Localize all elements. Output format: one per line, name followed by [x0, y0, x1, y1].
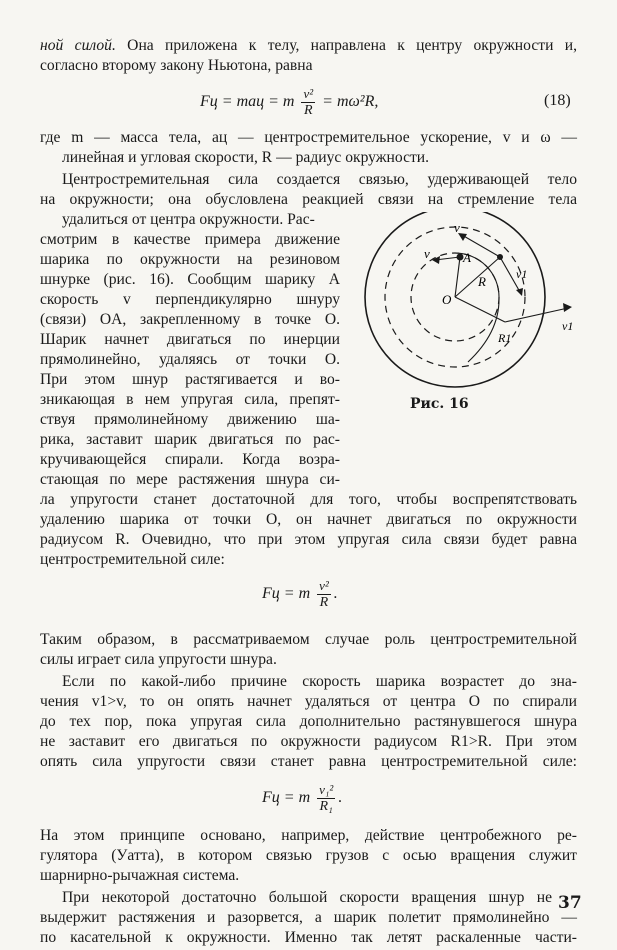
formula-text: Fц = m	[262, 585, 311, 603]
formula-18	[200, 86, 378, 119]
formula-3: Fц = m $\frac{\text{v₁²}}{\text{R₁}}$ .	[262, 782, 343, 814]
label-R1: R1	[498, 331, 512, 345]
arrow-head	[563, 303, 572, 312]
text-line: на окружности; она обусловлена реакцией связи на стремление тела	[40, 191, 577, 208]
formula-text: Fц = maц = m	[200, 93, 295, 111]
figure-16	[340, 212, 590, 397]
text-line: выдержит растяжения и разорвется, а шарик полетит прямолинейно —	[40, 909, 577, 926]
formula-2: Fц = m $\frac{\text{v²}}{R}$ .	[262, 578, 338, 610]
text-line: рика, заставит шарик двигаться по рас-	[40, 431, 340, 448]
text-line: При этом шнур растягивается и во-	[40, 371, 340, 388]
text-line: зникающая в нем упругая сила, препят-	[40, 391, 340, 408]
text-line: удалиться от центра окружности. Рас-	[62, 211, 315, 228]
text-line: стающая по мере растяжения шнура си-	[40, 471, 340, 488]
equation-number: (18)	[544, 92, 571, 109]
text-line: смотрим в качестве примера движение	[40, 231, 340, 248]
fraction: $\frac{\text{v²}}{R}$	[319, 578, 329, 610]
arrow-head	[516, 288, 523, 296]
text-line: где m — масса тела, aц — центростремительное ускорение, v и ω —	[40, 129, 577, 146]
text-line: гулятора (Уатта), в котором связью грузов с осью вращения служит	[40, 847, 577, 864]
text-line: центростремительной силе:	[40, 551, 225, 568]
text-line: прямолинейно, удаляясь от точки O.	[40, 351, 340, 368]
text-line: (связи) OA, закрепленному в точке O.	[40, 311, 340, 328]
text-line: опять сила упругости связи станет равна центростремительной силе:	[40, 753, 577, 770]
label-A: A	[463, 250, 471, 265]
text-line: радиусом R. Очевидно, что при этом упругая сила связи будет равна	[40, 531, 577, 548]
text-line: ной силой. Она приложена к телу, направлена к центру окружности и,	[40, 37, 577, 54]
text-line: чения v1>v, то он опять начнет удаляться от центра O по спирали	[40, 693, 577, 710]
text-line: кручивающейся спирали. Когда возра-	[40, 451, 340, 468]
text-line: удалению шарика от точки O, он начнет двигаться по окружности	[40, 511, 577, 528]
text-line: шарнирно-рычажная система.	[40, 867, 240, 884]
radius-OA	[455, 257, 460, 297]
label-v-top: v	[454, 220, 460, 235]
label-R: R	[478, 274, 486, 289]
label-v1-tangent: v1	[562, 319, 574, 333]
text-line: Таким образом, в рассматриваемом случае роль центростремительной	[40, 631, 577, 648]
vector-v1-tangent	[505, 308, 568, 322]
text-line: При некоторой достаточно большой скорости вращения шнур не	[62, 889, 552, 906]
text-line: линейная и угловая скорости, R — радиус окружности.	[62, 149, 430, 166]
fraction: $\frac{\text{v₁²}}{\text{R₁}}$	[319, 782, 334, 814]
formula-text: = mω²R,	[322, 93, 379, 111]
text-line: шнурке (рис. 16). Сообщим шарику A	[40, 271, 340, 288]
text-line: до тех пор, пока упругая сила дополнительно растянувшегося шнура	[40, 713, 577, 730]
figure-caption: Рис. 16	[410, 396, 469, 412]
text-line: Если по какой-либо причине скорость шарика возрастет до зна-	[62, 673, 577, 690]
text-line: согласно второму закону Ньютона, равна	[40, 57, 313, 74]
text-line: не заставит его двигаться по окружности радиусом R1>R. При этом	[40, 733, 577, 750]
label-v-left: v	[424, 246, 430, 261]
page-number: 37	[558, 893, 582, 913]
label-v1: v1	[516, 267, 528, 281]
formula-text: Fц = m	[262, 789, 311, 807]
text-line: Центростремительная сила создается связью, удерживающей тело	[62, 171, 577, 188]
text-line: ла упругости станет достаточной для того, чтобы воспрепятствовать	[40, 491, 577, 508]
label-O: O	[442, 292, 452, 307]
text-line: ствуя прямолинейному движению ша-	[40, 411, 340, 428]
text-line: по касательной к окружности. Именно так летят раскаленные части-	[40, 929, 577, 946]
text-line: силы играет сила упругости шнура.	[40, 651, 277, 668]
text-line: скорость v перпендикулярно шнуру	[40, 291, 340, 308]
arrow-head	[432, 256, 440, 264]
text-line: шарика по окружности на резиновом	[40, 251, 340, 268]
ball	[497, 254, 503, 260]
fraction: $\frac{\text{v²}}{R}$	[303, 86, 314, 118]
text-line: Шарик начнет двигаться по инерции	[40, 331, 340, 348]
outer-wheel	[365, 212, 545, 387]
text-line: На этом принципе основано, например, действие центробежного ре-	[40, 827, 577, 844]
